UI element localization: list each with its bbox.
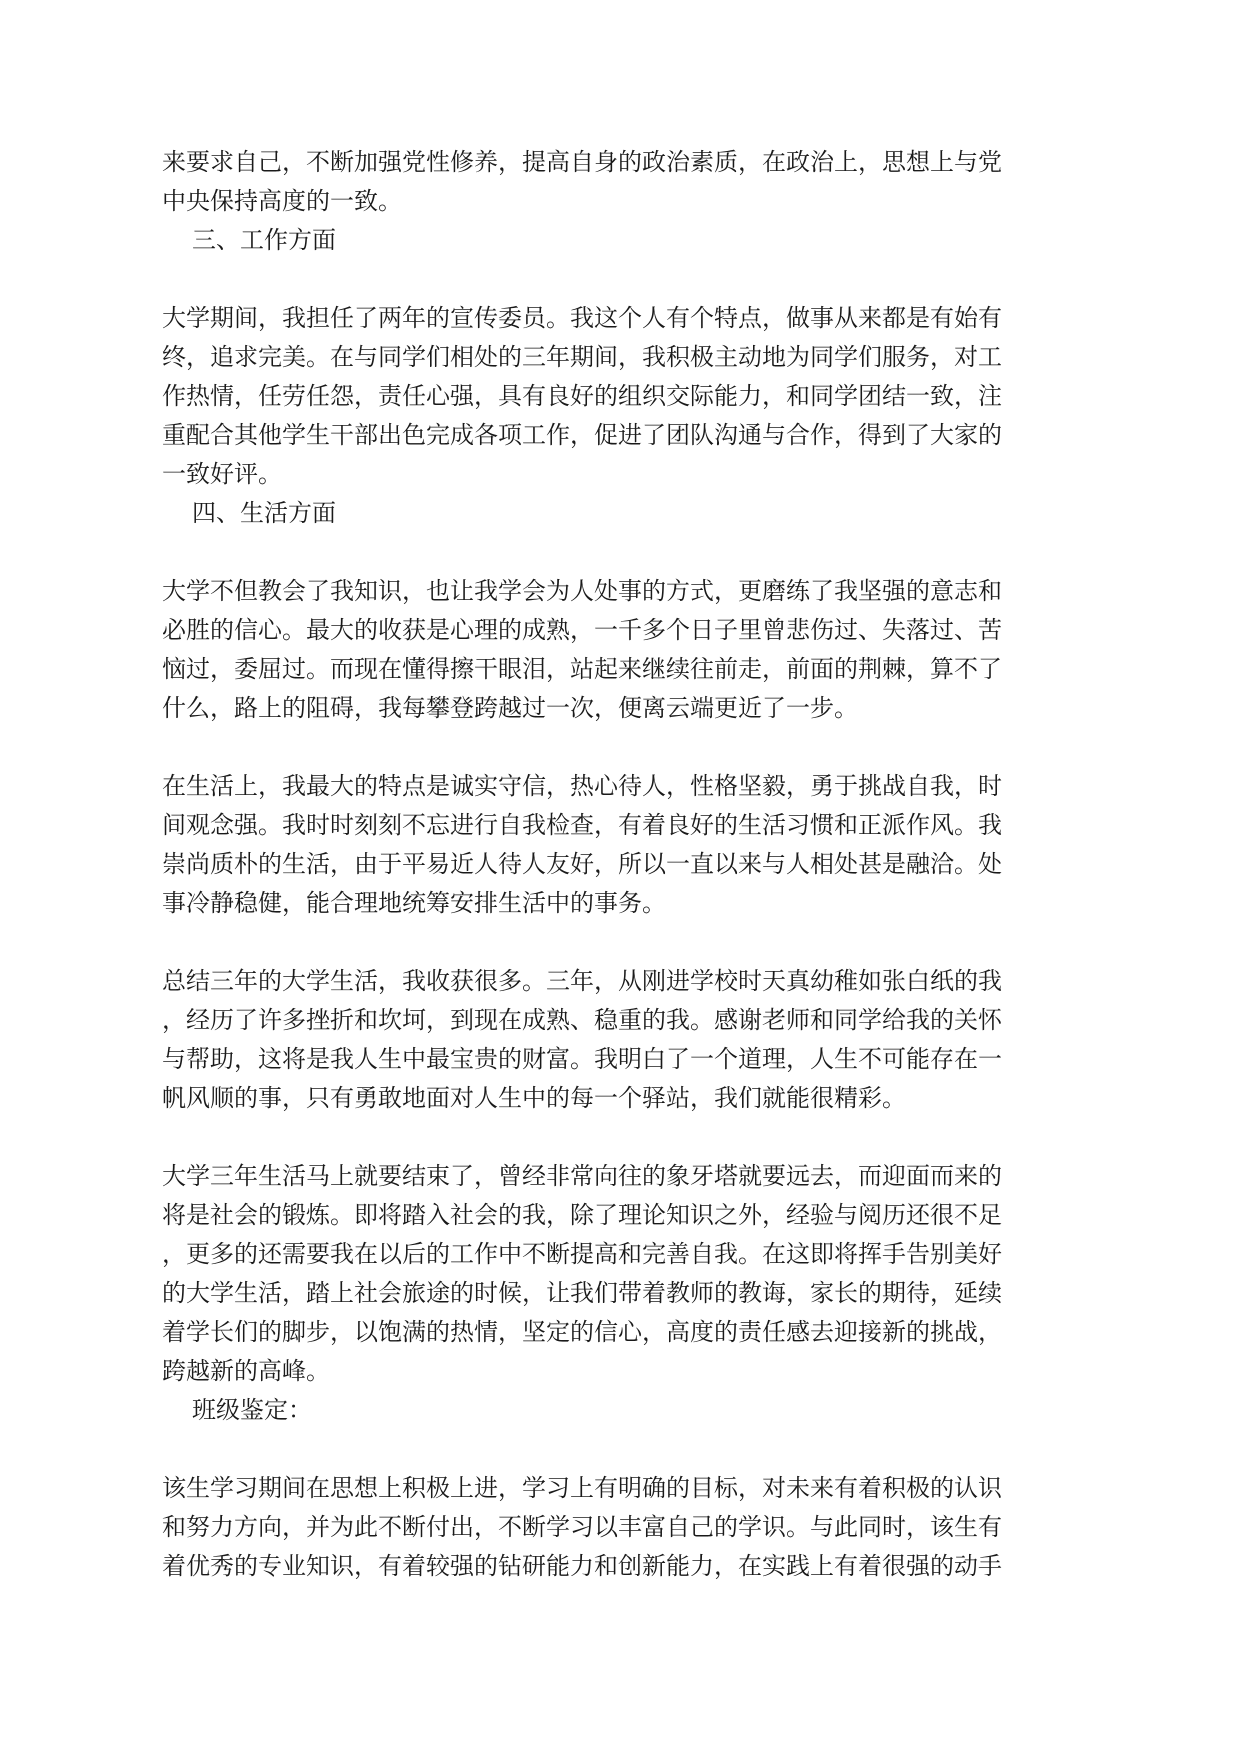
text-line: 崇尚质朴的生活，由于平易近人待人友好，所以一直以来与人相处甚是融洽。处: [162, 850, 1002, 878]
paragraph-life-character: [162, 767, 1102, 923]
text-line: 间观念强。我时时刻刻不忘进行自我检查，有着良好的生活习惯和正派作风。我: [162, 811, 1002, 839]
paragraph-future: [162, 1157, 1102, 1391]
text-line: 什么，路上的阻碍，我每攀登跨越过一次，便离云端更近了一步。: [162, 694, 858, 722]
text-line: 终，追求完美。在与同学们相处的三年期间，我积极主动地为同学们服务，对工: [162, 343, 1002, 371]
text-line: ，经历了许多挫折和坎坷，到现在成熟、稳重的我。感谢老师和同学给我的关怀: [162, 1006, 1002, 1034]
text-line: 大学期间，我担任了两年的宣传委员。我这个人有个特点，做事从来都是有始有: [162, 304, 1002, 332]
text-line: 在生活上，我最大的特点是诚实守信，热心待人，性格坚毅，勇于挑战自我，时: [162, 772, 1002, 800]
text-line: 恼过，委屈过。而现在懂得擦干眼泪，站起来继续往前走，前面的荆棘，算不了: [162, 655, 1002, 683]
section-heading-work: 三、工作方面: [192, 226, 336, 254]
text-line: 中央保持高度的一致。: [162, 187, 402, 215]
text-line: 作热情，任劳任怨，责任心强，具有良好的组织交际能力，和同学团结一致，注: [162, 382, 1002, 410]
paragraph-life-growth: [162, 572, 1102, 728]
document-body: [162, 143, 1102, 1586]
text-line: 着学长们的脚步，以饱满的热情，坚定的信心，高度的责任感去迎接新的挑战，: [162, 1318, 1002, 1346]
text-line: 着优秀的专业知识，有着较强的钻研能力和创新能力，在实践上有着很强的动手: [162, 1552, 1002, 1580]
paragraph-political: [162, 143, 1102, 221]
text-line: 事冷静稳健，能合理地统筹安排生活中的事务。: [162, 889, 666, 917]
paragraph-gap: [162, 923, 1102, 962]
paragraph-gap: [162, 260, 1102, 299]
text-line: 重配合其他学生干部出色完成各项工作，促进了团队沟通与合作，得到了大家的: [162, 421, 1002, 449]
paragraph-gap: [162, 1118, 1102, 1157]
section-heading-life: 四、生活方面: [192, 499, 336, 527]
text-line: 跨越新的高峰。: [162, 1357, 330, 1385]
section-heading-class-evaluation: 班级鉴定：: [192, 1396, 312, 1424]
paragraph-work: [162, 299, 1102, 494]
text-line: 大学不但教会了我知识，也让我学会为人处事的方式，更磨练了我坚强的意志和: [162, 577, 1002, 605]
text-line: 大学三年生活马上就要结束了，曾经非常向往的象牙塔就要远去，而迎面而来的: [162, 1162, 1002, 1190]
text-line: 与帮助，这将是我人生中最宝贵的财富。我明白了一个道理，人生不可能存在一: [162, 1045, 1002, 1073]
text-line: 的大学生活，踏上社会旅途的时候，让我们带着教师的教诲，家长的期待，延续: [162, 1279, 1002, 1307]
paragraph-gap: [162, 533, 1102, 572]
paragraph-summary: [162, 962, 1102, 1118]
text-line: 一致好评。: [162, 460, 282, 488]
text-line: 总结三年的大学生活，我收获很多。三年，从刚进学校时天真幼稚如张白纸的我: [162, 967, 1002, 995]
text-line: 该生学习期间在思想上积极上进，学习上有明确的目标，对未来有着积极的认识: [162, 1474, 1002, 1502]
paragraph-class-evaluation: [162, 1469, 1102, 1586]
text-line: 帆风顺的事，只有勇敢地面对人生中的每一个驿站，我们就能很精彩。: [162, 1084, 906, 1112]
paragraph-gap: [162, 1430, 1102, 1469]
text-line: 将是社会的锻炼。即将踏入社会的我，除了理论知识之外，经验与阅历还很不足: [162, 1201, 1002, 1229]
text-line: 和努力方向，并为此不断付出，不断学习以丰富自己的学识。与此同时，该生有: [162, 1513, 1002, 1541]
text-line: 必胜的信心。最大的收获是心理的成熟，一千多个日子里曾悲伤过、失落过、苦: [162, 616, 1002, 644]
text-line: ，更多的还需要我在以后的工作中不断提高和完善自我。在这即将挥手告别美好: [162, 1240, 1002, 1268]
text-line: 来要求自己，不断加强党性修养，提高自身的政治素质，在政治上，思想上与党: [162, 148, 1002, 176]
paragraph-gap: [162, 728, 1102, 767]
